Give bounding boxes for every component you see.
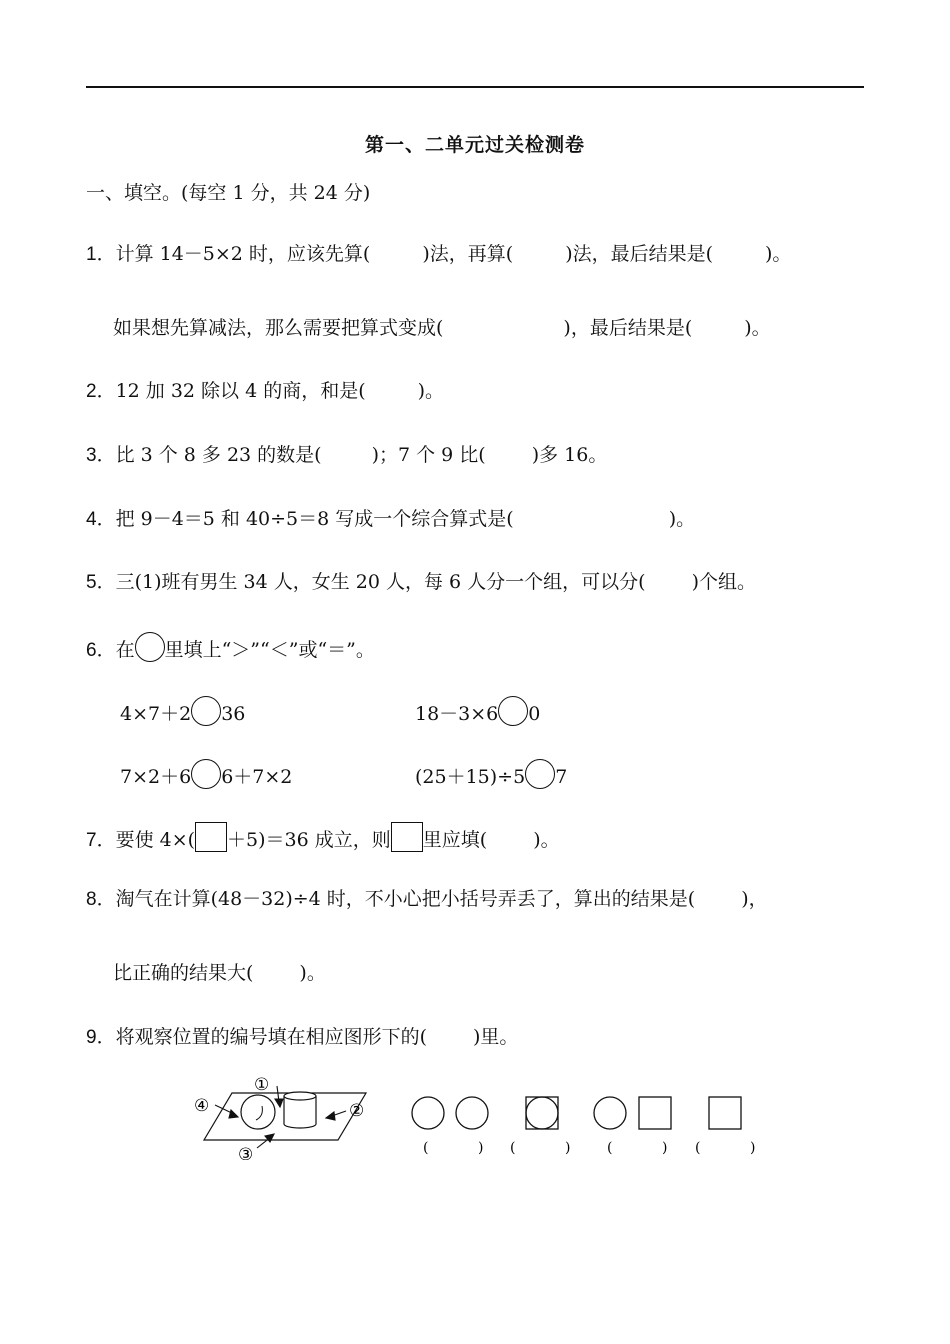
question-text: )。	[668, 508, 696, 530]
question-number: 7．	[86, 830, 116, 851]
question-number: 2．	[86, 381, 116, 402]
question-1-continued	[113, 315, 771, 341]
paren-close: )	[478, 1140, 484, 1156]
question-text: 里应填(	[422, 829, 488, 851]
answer-parens[interactable]	[423, 1140, 755, 1156]
view-square-icon	[639, 1097, 671, 1129]
paren-open: (	[423, 1140, 429, 1156]
cylinder-icon	[284, 1092, 316, 1128]
circle-blank-icon	[135, 632, 165, 662]
question-text: 如果想先算减法，那么需要把算式变成(	[113, 317, 444, 339]
question-number: 8．	[86, 889, 116, 910]
question-text: 比正确的结果大(	[113, 962, 254, 984]
question-text: 比 3 个 8 多 23 的数是(	[115, 444, 322, 466]
question-text: 把 9－4＝5 和 40÷5＝8 写成一个综合算式是(	[115, 508, 514, 530]
compare-item	[120, 696, 245, 727]
paren-close: )	[750, 1140, 756, 1156]
question-3	[86, 442, 607, 469]
question-number: 1．	[86, 244, 116, 265]
question-number: 5．	[86, 572, 116, 593]
view-circle-icon	[412, 1097, 444, 1129]
header-rule	[86, 86, 864, 88]
question-text: 淘气在计算(48－32)÷4 时，不小心把小括号弄丢了，算出的结果是(	[115, 888, 696, 910]
expression-right: 0	[528, 703, 541, 725]
compare-circle[interactable]	[525, 759, 555, 789]
question-text: ＋5)＝36 成立，则	[227, 829, 391, 851]
view-circle-icon	[594, 1097, 626, 1129]
question-text: 将观察位置的编号填在相应图形下的(	[115, 1026, 427, 1048]
question-9	[86, 1024, 518, 1051]
question-text: 三(1)班有男生 34 人，女生 20 人，每 6 人分一个组，可以分(	[115, 571, 646, 593]
expression-left: (25＋15)÷5	[415, 766, 526, 788]
question-text: 12 加 32 除以 4 的商，和是(	[115, 380, 366, 402]
ball-icon	[241, 1095, 275, 1129]
question-number: 4．	[86, 509, 116, 530]
compare-item	[415, 696, 540, 727]
question-text: )。	[417, 380, 445, 402]
question-number: 9．	[86, 1027, 116, 1048]
question-6	[86, 632, 375, 664]
question-text: )。	[533, 829, 560, 851]
section-heading: 一、填空。(每空 1 分，共 24 分)	[86, 182, 371, 204]
question-text: )法，再算(	[422, 243, 514, 265]
expression-left: 4×7＋2	[120, 703, 192, 725]
question-text: )多 16。	[531, 444, 608, 466]
question-text: )，最后结果是(	[563, 317, 693, 339]
view-circle-icon	[526, 1097, 558, 1129]
expression-left: 18－3×6	[415, 703, 499, 725]
question-text: )，	[741, 888, 768, 910]
question-text: )。	[744, 317, 771, 339]
question-text: )；7 个 9 比(	[371, 444, 486, 466]
paren-close: )	[662, 1140, 668, 1156]
paren-open: (	[695, 1140, 701, 1156]
question-1	[86, 241, 791, 268]
paren-close: )	[565, 1140, 571, 1156]
question-text: )。	[765, 243, 792, 265]
compare-circle[interactable]	[191, 759, 221, 789]
question-text: )。	[299, 962, 326, 984]
marker-4: ④	[194, 1096, 210, 1116]
question-text: 要使 4×(	[115, 829, 196, 851]
question-5	[86, 569, 756, 596]
expression-left: 7×2＋6	[120, 766, 192, 788]
paren-open: (	[607, 1140, 613, 1156]
compare-circle[interactable]	[191, 696, 221, 726]
compare-circle[interactable]	[498, 696, 528, 726]
expression-right: 36	[221, 703, 246, 725]
page-title: 第一、二单元过关检测卷	[364, 134, 585, 156]
marker-3: ③	[238, 1145, 254, 1160]
question-7	[86, 822, 560, 854]
square-blank[interactable]	[195, 822, 227, 852]
question-8-continued	[113, 960, 326, 986]
question-text: )里。	[473, 1026, 519, 1048]
view-circle-icon	[456, 1097, 488, 1129]
question-8	[86, 886, 768, 913]
paren-open: (	[510, 1140, 516, 1156]
question-text: )法，最后结果是(	[565, 243, 714, 265]
expression-right: 6＋7×2	[221, 766, 293, 788]
question-text: 在	[115, 639, 135, 661]
marker-2: ②	[349, 1101, 365, 1121]
question-text: 计算 14－5×2 时，应该先算(	[115, 243, 371, 265]
question-text: )个组。	[691, 571, 757, 593]
marker-1: ①	[254, 1075, 270, 1095]
compare-item	[415, 759, 567, 790]
view-arrows	[215, 1086, 346, 1148]
question-text: 里填上“＞”“＜”或“＝”。	[164, 639, 375, 661]
compare-item	[120, 759, 292, 790]
question-number: 6．	[86, 640, 116, 661]
observation-figure	[190, 1070, 770, 1160]
view-square-icon	[709, 1097, 741, 1129]
question-number: 3．	[86, 445, 116, 466]
question-2	[86, 378, 444, 405]
question-4	[86, 506, 695, 533]
expression-right: 7	[555, 766, 568, 788]
square-icon	[391, 822, 423, 852]
